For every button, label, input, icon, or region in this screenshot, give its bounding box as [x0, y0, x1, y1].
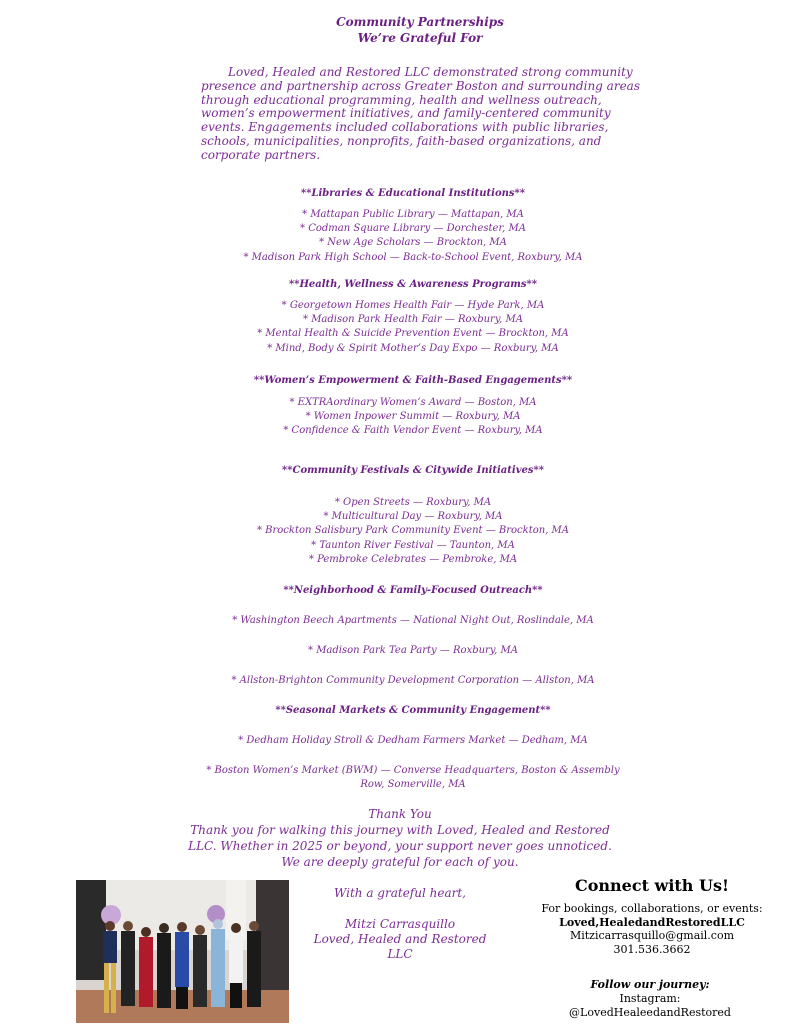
list-item: * Dedham Holiday Stroll & Dedham Farmers Market — Dedham, MA	[238, 735, 588, 746]
list-item: * Madison Park Tea Party — Roxbury, MA	[308, 645, 518, 657]
follow-heading: Follow our journey:	[590, 978, 710, 991]
list-item: * Taunton River Festival — Taunton, MA	[311, 539, 515, 551]
intro-paragraph: Loved, Healed and Restored LLC demonstrated strong community presence and partnership across Greater Boston and surrounding areas through educational programming, health and wellness outreach, women’s empowerment initiatives, and family-centered community events. Engagements included collaborations with public libraries, schools, municipalities, nonprofits, faith-based organizations, and corporate partners.	[201, 65, 640, 162]
list-item: * Boston Women’s Market (BWM) — Converse Headquarters, Boston & Assembly	[206, 765, 620, 777]
section-title: **Seasonal Markets & Community Engagement**	[275, 705, 551, 716]
section-neighborhood-outreach	[0, 584, 792, 689]
signoff-company: Loved, Healed and Restored LLC	[313, 932, 487, 961]
list-item: * Allston-Brighton Community Development Corporation — Allston, MA	[231, 675, 595, 687]
page-header	[0, 14, 792, 46]
follow-platform: Instagram:	[619, 992, 681, 1005]
list-item: * New Age Scholars — Brockton, MA	[319, 237, 507, 249]
section-title: **Neighborhood & Family-Focused Outreach**	[283, 585, 543, 596]
list-item: * Mental Health & Suicide Prevention Event — Brockton, MA	[257, 328, 569, 340]
list-item: * EXTRAordinary Women’s Award — Boston, MA	[289, 397, 537, 408]
connect-phone[interactable]: 301.536.3662	[613, 942, 691, 956]
list-item: * Mattapan Public Library — Mattapan, MA	[302, 209, 524, 220]
signoff-block	[300, 886, 500, 962]
list-item: * Multicultural Day — Roxbury, MA	[323, 511, 503, 523]
group-photo	[76, 880, 289, 1023]
list-item: * Mind, Body & Spirit Mother’s Day Expo — Roxbury, MA	[267, 342, 559, 354]
connect-email[interactable]: Mitzicarrasquillo@gmail.com	[569, 929, 735, 942]
connect-block	[532, 876, 772, 956]
thank-you-body: Thank you for walking this journey with Loved, Healed and Restored LLC. Whether in 2025 or beyond, your support never goes unnoticed. We are deeply grateful for each of you.	[188, 823, 612, 869]
section-title: **Libraries & Educational Institutions**	[301, 188, 525, 199]
list-item: * Brockton Salisbury Park Community Event — Brockton, MA	[256, 525, 570, 537]
section-community-festivals	[0, 464, 792, 567]
list-item: * Georgetown Homes Health Fair — Hyde Park, MA	[281, 300, 545, 311]
section-seasonal-markets	[0, 704, 792, 793]
list-item: * Washington Beech Apartments — National Night Out, Roslindale, MA	[232, 615, 594, 626]
signoff-name: Mitzi Carrasquillo	[344, 917, 456, 931]
list-item: Row, Somerville, MA	[360, 779, 466, 791]
list-item: * Women Inpower Summit — Roxbury, MA	[305, 411, 521, 423]
connect-intro: For bookings, collaborations, or events:	[541, 902, 763, 915]
section-health	[0, 278, 792, 356]
connect-heading: Connect with Us!	[575, 876, 729, 895]
signoff-line: With a grateful heart,	[334, 886, 466, 900]
page-title: Community Partnerships	[336, 15, 504, 29]
section-title: **Health, Wellness & Awareness Programs**	[289, 279, 537, 290]
page-subtitle: We’re Grateful For	[357, 31, 483, 45]
list-item: * Madison Park Health Fair — Roxbury, MA	[303, 314, 523, 326]
follow-block	[560, 978, 740, 1020]
list-item: * Open Streets — Roxbury, MA	[334, 497, 492, 508]
connect-brand: Loved,HealedandRestoredLLC	[559, 915, 745, 929]
thank-you-block	[180, 806, 620, 870]
list-item: * Codman Square Library — Dorchester, MA	[300, 223, 526, 235]
list-item: * Pembroke Celebrates — Pembroke, MA	[308, 553, 518, 565]
section-libraries	[0, 187, 792, 265]
thank-you-title: Thank You	[368, 807, 432, 821]
follow-handle[interactable]: @LovedHealeedandRestored	[569, 1006, 731, 1019]
section-title: **Women’s Empowerment & Faith-Based Engagements**	[253, 375, 573, 386]
section-title: **Community Festivals & Citywide Initiatives**	[282, 465, 544, 476]
list-item: * Confidence & Faith Vendor Event — Roxbury, MA	[283, 425, 543, 437]
section-womens-empowerment	[0, 374, 792, 439]
list-item: * Madison Park High School — Back-to-School Event, Roxbury, MA	[243, 251, 583, 263]
